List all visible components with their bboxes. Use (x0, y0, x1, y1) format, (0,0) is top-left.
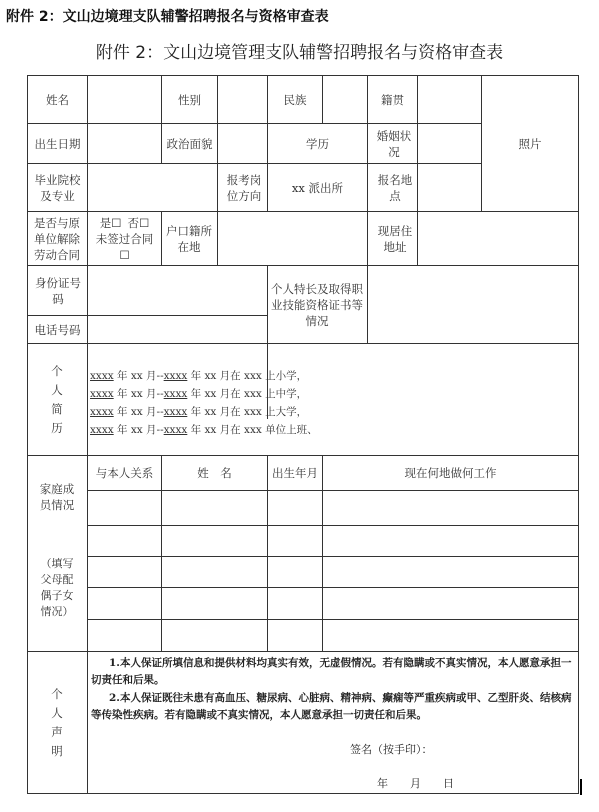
label-native-place: 籍贯 (381, 92, 404, 107)
text-cursor (580, 779, 582, 795)
field-household-location[interactable] (218, 212, 367, 265)
declaration-item-2: 2.本人保证既往未患有高血压、糖尿病、心脏病、精神病、癫痫等严重疾病或甲、乙型肝炎、结核病等传染性疾病。若有隐瞒或不真实情况，本人愿意承担一切责任和后果。 (91, 692, 572, 721)
label-specialty: 个人特长及取得职业技能资格证书等情况 (271, 281, 363, 328)
label-apply-location: 报名地点 (377, 172, 413, 203)
grid-line (27, 343, 579, 344)
resume-content[interactable] (90, 367, 570, 439)
field-native-place[interactable] (418, 76, 481, 123)
contract-options[interactable] (88, 212, 161, 265)
signature-label[interactable]: 签名（按手印）： (350, 743, 433, 756)
signature-date[interactable]: 年 月 日 (377, 777, 454, 790)
resume-line: xxxx 年 xx 月--xxxx 年 xx 月在 xxx 上小学， (90, 370, 308, 382)
grid-line (578, 75, 579, 794)
declaration-item-1: 1.本人保证所填信息和提供材料均真实有效，无虚假情况。若有隐瞒或不真实情况，本人愿意承担一切责任和后果。 (91, 657, 572, 686)
document-title: 附件 2：文山边境管理支队辅警招聘报名与资格审查表 (95, 43, 504, 63)
label-current-address: 现居住地址 (377, 223, 413, 254)
field-school-major[interactable] (88, 164, 217, 211)
label-name: 姓名 (46, 92, 69, 107)
family-col-relation: 与本人关系 (95, 466, 154, 480)
resume-line: xxxx 年 xx 月--xxxx 年 xx 月在 xxx 单位上班、 (90, 424, 318, 436)
grid-line (27, 651, 579, 652)
label-birth-date: 出生日期 (34, 136, 81, 151)
label-household-location: 户口籍所在地 (166, 223, 212, 254)
photo-box[interactable]: 照片 (518, 136, 542, 151)
contract-no-checkbox[interactable]: 否☐ (127, 215, 150, 230)
label-school-major: 毕业院校及专业 (34, 172, 81, 203)
label-contract-question: 是否与原单位解除劳动合同 (34, 215, 80, 262)
family-col-birth: 出生年月 (272, 466, 318, 480)
label-marital-status: 婚姻状况 (376, 128, 412, 159)
label-gender: 性别 (178, 92, 201, 107)
label-family-members: 家庭成员情况 (39, 482, 75, 512)
grid-line (367, 211, 368, 265)
field-gender[interactable] (218, 76, 267, 123)
family-col-work: 现在何地做何工作 (404, 466, 497, 480)
field-marital-status[interactable] (418, 124, 481, 163)
contract-yes-checkbox[interactable]: 是☐ (99, 215, 122, 230)
field-current-address[interactable] (418, 212, 578, 265)
registration-form-table (27, 75, 579, 793)
field-birth-date[interactable] (88, 124, 161, 163)
field-apply-post[interactable]: xx 派出所 (291, 180, 344, 195)
field-ethnicity[interactable] (323, 76, 367, 123)
field-specialty[interactable] (368, 266, 578, 343)
top-caption: 附件 2：文山边境理支队辅警招聘报名与资格审查表 (6, 9, 329, 25)
label-phone: 电话号码 (34, 322, 81, 337)
label-id-number: 身份证号码 (35, 275, 81, 306)
grid-line (27, 793, 579, 794)
field-name[interactable] (88, 76, 161, 123)
label-ethnicity: 民族 (283, 92, 307, 107)
resume-line: xxxx 年 xx 月--xxxx 年 xx 月在 xxx 上中学， (90, 388, 308, 400)
resume-line: xxxx 年 xx 月--xxxx 年 xx 月在 xxx 上大学， (90, 406, 308, 418)
field-id-number[interactable] (88, 266, 267, 315)
grid-line (367, 163, 368, 211)
label-political-status: 政治面貌 (166, 136, 213, 151)
label-declaration: 个人声明 (51, 686, 63, 758)
field-political-status[interactable] (218, 124, 267, 163)
contract-unsigned-checkbox[interactable]: ☐ (119, 247, 130, 262)
label-education: 学历 (306, 136, 329, 151)
family-note: （填写父母配偶子女情况） (40, 557, 74, 618)
grid-line (27, 75, 28, 794)
label-apply-post: 报考岗位方向 (226, 172, 262, 203)
family-col-name: 姓 名 (197, 466, 232, 480)
contract-unsigned-label: 未签过合同 (95, 231, 154, 246)
grid-line (161, 211, 162, 265)
grid-line (367, 123, 368, 163)
field-phone[interactable] (88, 316, 267, 343)
label-resume: 个人简历 (51, 363, 63, 435)
field-apply-location[interactable] (418, 164, 481, 211)
